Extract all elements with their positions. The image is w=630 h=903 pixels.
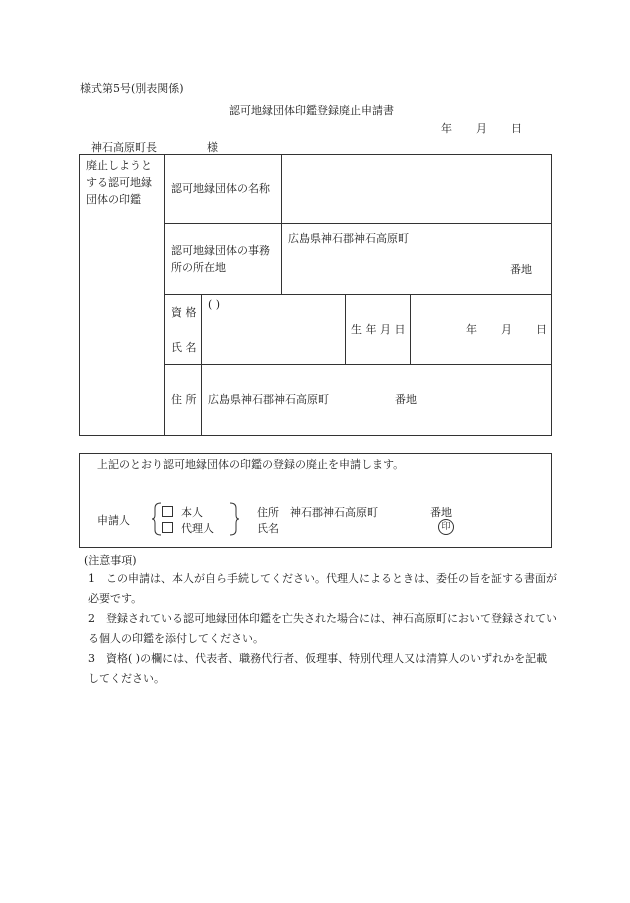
checkbox-agent-icon[interactable]	[162, 522, 173, 533]
applicant-address-suffix: 番地	[430, 506, 452, 519]
seal-mark-icon: 印	[438, 519, 454, 535]
applicant-address-label: 住所	[257, 506, 279, 519]
note-number: 2	[88, 612, 95, 625]
note-number: 3	[88, 652, 95, 665]
seal-label-line-3: 団体の印鑑	[86, 193, 141, 206]
form-number: 様式第5号(別表関係)	[80, 82, 184, 95]
honorific: 様	[207, 141, 218, 154]
option-agent-label: 代理人	[181, 522, 214, 535]
birth-day-label: 日	[536, 323, 547, 336]
notes-heading: (注意事項)	[84, 554, 137, 567]
address-prefix: 広島県神石郡神石高原町	[208, 393, 329, 406]
name-label: 氏 名	[171, 341, 197, 354]
applicant-address-value: 神石郡神石高原町	[290, 506, 378, 519]
address-label: 住 所	[171, 393, 197, 406]
birth-month-label: 月	[501, 323, 512, 336]
form-title: 認可地縁団体印鑑登録廃止申請書	[229, 104, 394, 117]
application-statement: 上記のとおり認可地縁団体の印鑑の登録の廃止を申請します。	[97, 458, 405, 471]
office-label-line-1: 認可地縁団体の事務	[171, 244, 270, 257]
option-self[interactable]	[162, 504, 203, 520]
note-text: この申請は、本人が自ら手続してください。代理人によるときは、委任の旨を証する書面が必要です。	[88, 572, 557, 605]
note-item-2	[88, 609, 558, 649]
note-text: 登録されている認可地縁団体印鑑を亡失された場合には、神石高原町において登録されている個人の印鑑を添付してください。	[88, 612, 557, 645]
applicant-name-label: 氏名	[257, 522, 279, 535]
seal-label-line-1: 廃止しようと	[86, 159, 152, 172]
seal-label-line-2: する認可地縁	[86, 176, 152, 189]
date-day-label: 日	[511, 122, 522, 135]
address-suffix: 番地	[395, 393, 417, 406]
addressee: 神石高原町長	[91, 141, 157, 154]
birthdate-label: 生 年 月 日	[351, 323, 406, 336]
office-label-line-2: 所の所在地	[171, 261, 226, 274]
option-self-label: 本人	[181, 506, 203, 519]
option-agent[interactable]	[162, 520, 214, 536]
note-text: 資格( )の欄には、代表者、職務代行者、仮理事、特別代理人又は清算人のいずれかを記載してください。	[88, 652, 548, 685]
checkbox-self-icon[interactable]	[162, 506, 173, 517]
note-number: 1	[88, 572, 95, 585]
date-month-label: 月	[476, 122, 487, 135]
qualification-label: 資 格	[171, 306, 197, 319]
org-name-field[interactable]	[284, 156, 550, 222]
qualification-parens[interactable]: ( )	[208, 298, 221, 311]
right-bracket-icon	[229, 502, 239, 536]
applicant-label: 申請人	[97, 514, 130, 527]
office-address-suffix: 番地	[510, 263, 532, 276]
left-bracket-icon	[152, 502, 162, 536]
note-item-1	[88, 569, 558, 609]
note-item-3	[88, 649, 558, 689]
office-address-prefix: 広島県神石郡神石高原町	[288, 232, 409, 245]
date-year-label: 年	[441, 122, 452, 135]
org-name-label: 認可地縁団体の名称	[171, 182, 270, 195]
birth-year-label: 年	[466, 323, 477, 336]
